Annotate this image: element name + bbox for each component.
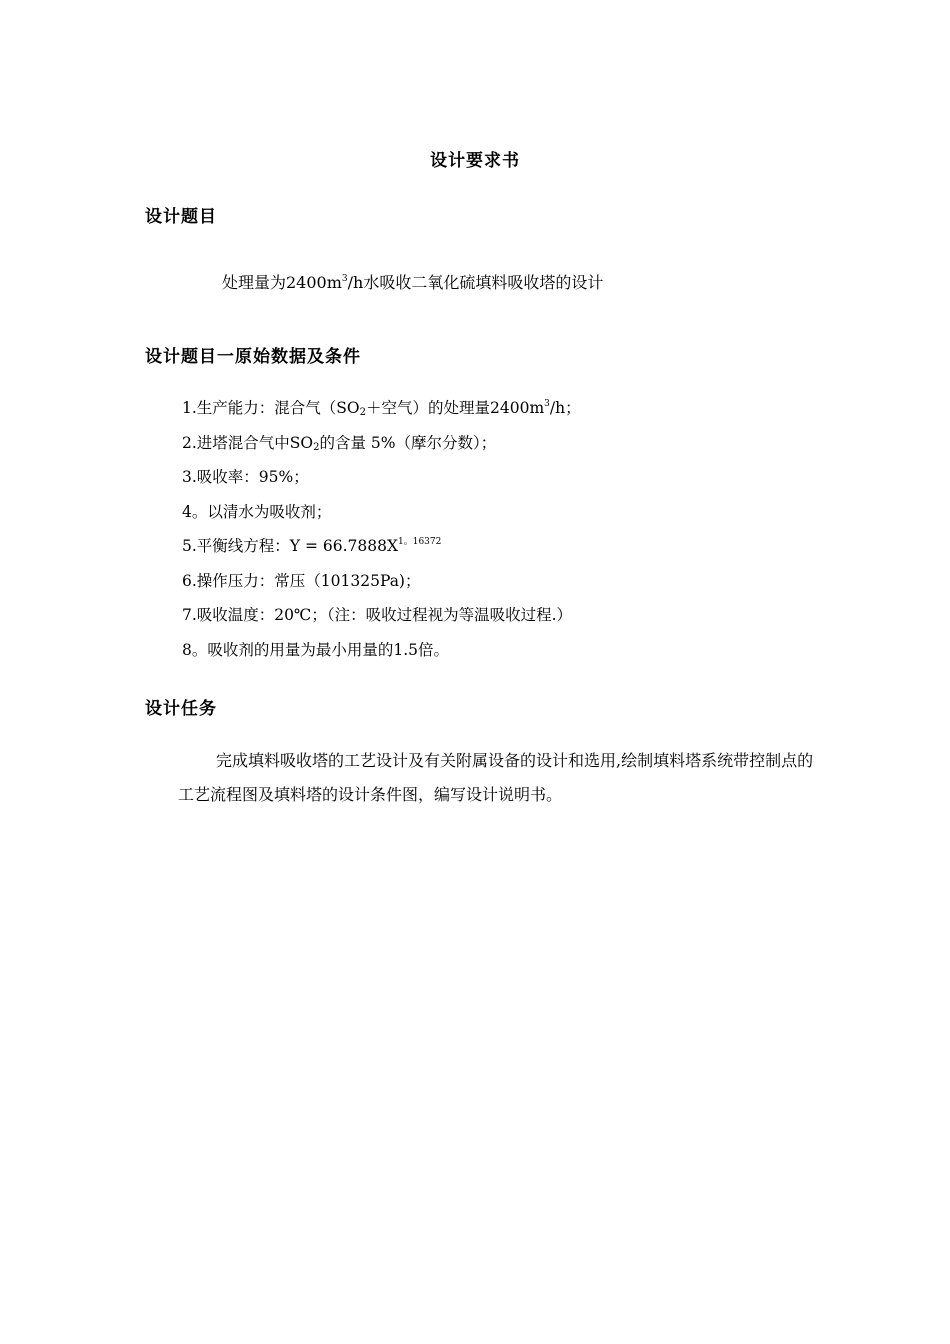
condition-2-part-a: 2.进塔混合气中SO	[182, 433, 314, 452]
section-heading-topic: 设计题目	[145, 207, 217, 227]
condition-item-1	[182, 396, 581, 431]
condition-item-6: 6.操作压力：常压（101325Pa)；	[182, 571, 421, 590]
topic-text-superscript: 3	[341, 274, 348, 284]
condition-item-4: 4。以清水为吸收剂；	[182, 502, 332, 521]
task-paragraph: 完成填料吸收塔的工艺设计及有关附属设备的设计和选用,绘制填料塔系统带控制点的工艺流程图及填料塔的设计条件图，编写设计说明书。	[178, 751, 814, 804]
conditions-list	[182, 396, 581, 672]
condition-2-subscript: 2	[313, 441, 320, 453]
condition-5-part-a: 5.平衡线方程：Y = 66.7888X	[182, 537, 398, 555]
condition-item-3: 3.吸收率：95%；	[182, 468, 309, 486]
condition-item-8: 8。吸收剂的用量为最小用量的1.5倍。	[182, 640, 450, 659]
topic-text-part-1: 处理量为2400m	[222, 273, 342, 292]
condition-5-superscript: 1。16372	[398, 537, 442, 547]
condition-2-part-b: 的含量 5%（摩尔分数）；	[319, 433, 497, 452]
condition-1-part-c: /h；	[549, 399, 581, 417]
condition-1-subscript: 2	[359, 407, 366, 418]
condition-1-part-a: 1.生产能力：混合气（SO	[182, 399, 360, 417]
condition-item-7: 7.吸收温度：20℃；（注：吸收过程视为等温吸收过程.）	[182, 606, 573, 624]
condition-item-5	[182, 534, 581, 569]
condition-1-superscript: 3	[544, 399, 550, 409]
document-title: 设计要求书	[430, 151, 520, 171]
condition-1-part-b: ＋空气）的处理量2400m	[366, 399, 545, 417]
topic-text-part-2: /h水吸收二氧化硫填料吸收塔的设计	[347, 273, 604, 292]
condition-item-2	[182, 431, 581, 466]
topic-text	[222, 270, 603, 293]
section-heading-task: 设计任务	[145, 699, 217, 719]
section-heading-conditions: 设计题目一原始数据及条件	[145, 347, 361, 367]
